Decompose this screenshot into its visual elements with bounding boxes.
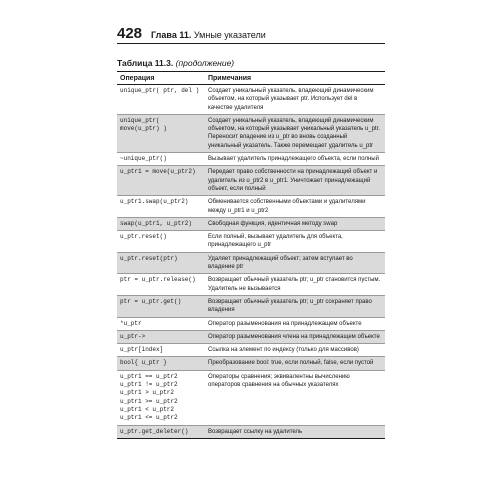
table-row	[117, 252, 385, 274]
table-row	[117, 357, 385, 370]
table-row	[117, 274, 385, 296]
operation-cell: u_ptr1 == u_ptr2 u_ptr1 != u_ptr2 u_ptr1 > u_ptr2 u_ptr1 >= u_ptr2 u_ptr1 < u_ptr2 u_ptr1 <= u_ptr2	[117, 370, 205, 425]
table-caption	[117, 58, 234, 68]
table-row	[117, 370, 385, 425]
table-header-row	[117, 72, 385, 85]
table-row	[117, 217, 385, 230]
note-cell: Вызывает удалитель принадлежащего объекта, если полный	[205, 153, 385, 166]
table-row	[117, 344, 385, 357]
operation-cell: unique_ptr( move(u_ptr) )	[117, 114, 205, 152]
operation-cell: *u_ptr	[117, 317, 205, 330]
note-cell: Возвращает обычный указатель ptr; u_ptr сохраняет право владения	[205, 295, 385, 317]
note-cell: Создает уникальный указатель, владеющий динамическим объектом, на который указывает уникальный указатель u_ptr. Переносит владение из u_ptr во вновь созданный уникальный указатель. Также перемещает удалитель u_ptr	[205, 114, 385, 152]
operation-cell: u_ptr.reset(ptr)	[117, 252, 205, 274]
table-caption-note: (продолжение)	[175, 58, 235, 68]
running-header	[117, 26, 385, 41]
column-header-operation: Операция	[117, 72, 205, 85]
table-row	[117, 196, 385, 218]
note-cell: Свободная функция, идентичная методу swap	[205, 217, 385, 230]
operation-cell: u_ptr->	[117, 330, 205, 343]
table-row	[117, 231, 385, 253]
operation-cell: u_ptr1 = move(u_ptr2)	[117, 166, 205, 196]
note-cell: Обменивается собственными объектами и удалителями между u_ptr1 и u_ptr2	[205, 196, 385, 218]
operations-table	[117, 71, 385, 439]
operation-cell: bool{ u_ptr }	[117, 357, 205, 370]
note-cell: Оператор разыменования на принадлежащем объекте	[205, 317, 385, 330]
table-row	[117, 153, 385, 166]
chapter-title: Умные указатели	[193, 30, 266, 40]
note-cell: Операторы сравнения; эквивалентны вычислению операторов сравнения на обычных указателях	[205, 370, 385, 425]
header-rule	[117, 43, 385, 44]
note-cell: Оператор разыменования члена на принадлежащем объекте	[205, 330, 385, 343]
chapter-heading	[151, 30, 266, 41]
operation-cell: u_ptr[index]	[117, 344, 205, 357]
operation-cell: swap(u_ptr1, u_ptr2)	[117, 217, 205, 230]
table-row	[117, 295, 385, 317]
note-cell: Если полный, вызывает удалитель для объекта, принадлежащего u_ptr	[205, 231, 385, 253]
page-number: 428	[117, 25, 143, 42]
operation-cell: u_ptr1.swap(u_ptr2)	[117, 196, 205, 218]
chapter-label: Глава 11.	[151, 30, 192, 40]
note-cell: Ссылка на элемент по индексу (только для массивов)	[205, 344, 385, 357]
table-row	[117, 85, 385, 115]
note-cell: Передает право собственности на принадлежащий объект и удалитель из u_ptr2 в u_ptr1. Уничтожает принадлежащий объект, если полный	[205, 166, 385, 196]
note-cell: Возвращает обычный указатель ptr; u_ptr становится пустым. Удалитель не вызывается	[205, 274, 385, 296]
table-row	[117, 114, 385, 152]
table-row	[117, 166, 385, 196]
operation-cell: u_ptr.get_deleter()	[117, 425, 205, 438]
note-cell: Преобразование bool: true, если полный, false, если пустой	[205, 357, 385, 370]
table-row	[117, 317, 385, 330]
note-cell: Удаляет принадлежащий объект; затем вступает во владение ptr	[205, 252, 385, 274]
table-row	[117, 425, 385, 438]
operation-cell: ptr = u_ptr.get()	[117, 295, 205, 317]
table-caption-label: Таблица 11.3.	[117, 58, 174, 68]
note-cell: Возвращает ссылку на удалитель	[205, 425, 385, 438]
operation-cell: ~unique_ptr()	[117, 153, 205, 166]
operation-cell: unique_ptr( ptr, del )	[117, 85, 205, 115]
operation-cell: u_ptr.reset()	[117, 231, 205, 253]
column-header-notes: Примечания	[205, 72, 385, 85]
table-row	[117, 330, 385, 343]
operation-cell: ptr = u_ptr.release()	[117, 274, 205, 296]
table-body	[117, 85, 385, 439]
note-cell: Создает уникальный указатель, владеющий динамическим объектом, на который указывает ptr. Использует del в качестве удалителя	[205, 85, 385, 115]
